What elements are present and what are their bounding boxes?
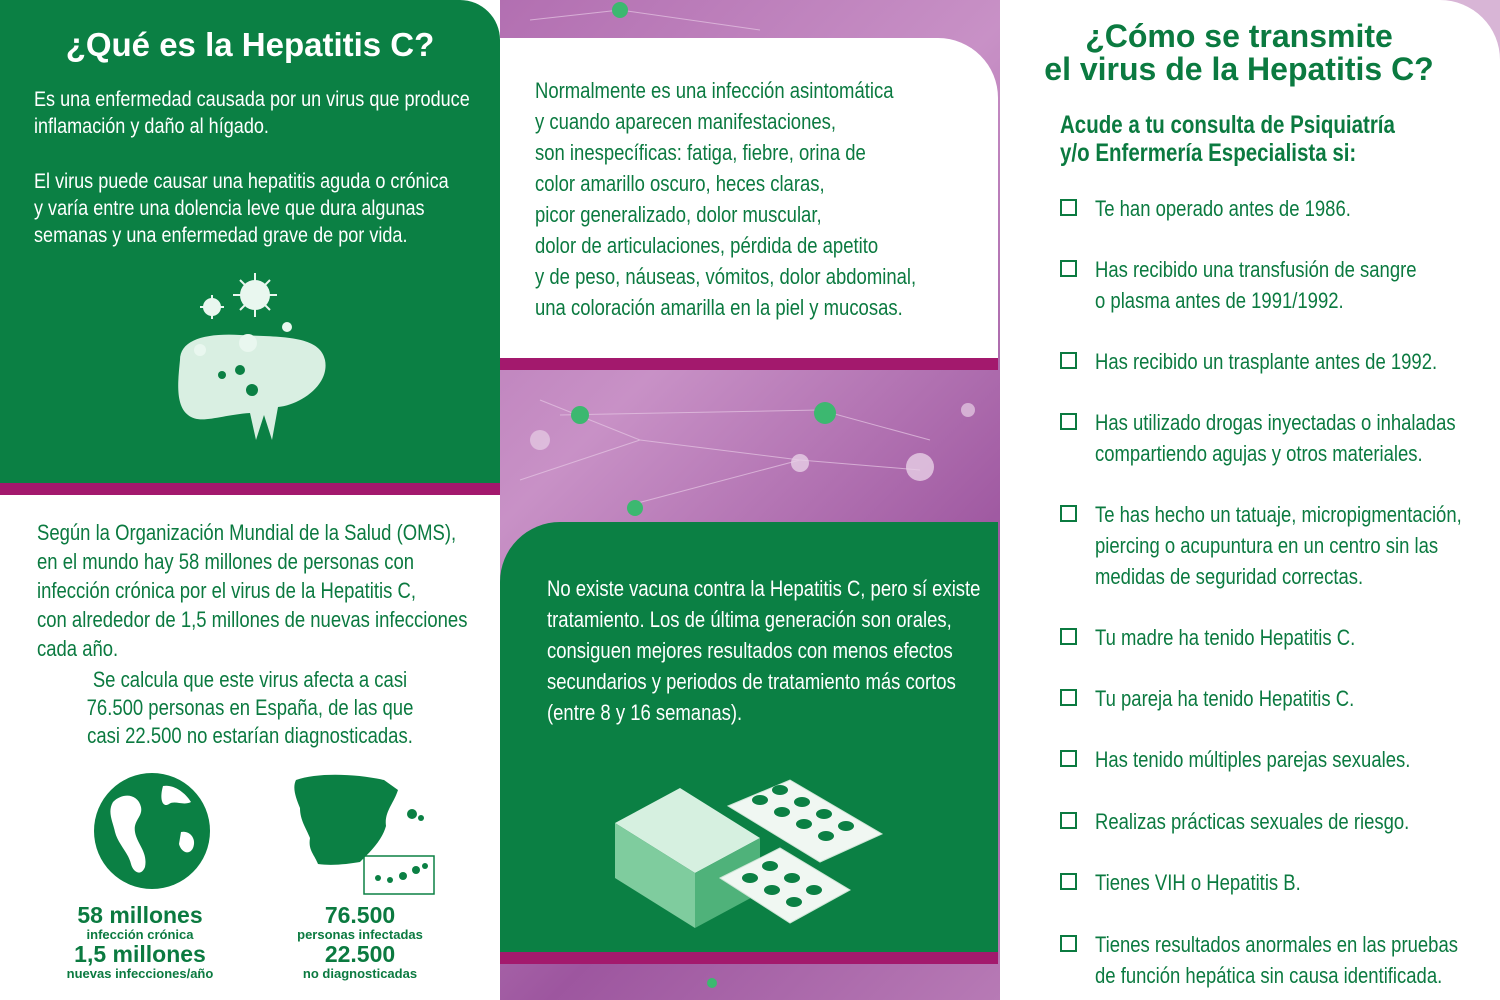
checklist-item-label: Has recibido un trasplante antes de 1992. bbox=[1095, 349, 1438, 374]
intro-text: Es una enfermedad causada por un virus que produce inflamación y daño al hígado. bbox=[34, 88, 470, 138]
spain-undiagnosed-caption: no diagnosticadas bbox=[302, 966, 418, 981]
checklist-item-label: Te has hecho un tatuaje, micropigmentación, piercing o acupuntura en un centro sin las medidas de seguridad correctas. bbox=[1095, 502, 1462, 589]
checklist-item[interactable] bbox=[1060, 868, 1480, 938]
checkbox[interactable] bbox=[1060, 750, 1077, 767]
checklist-item[interactable] bbox=[1060, 255, 1480, 325]
consult-subtitle: Acude a tu consulta de Psiquiatría y/o Enfermería Especialista si: bbox=[1060, 111, 1395, 167]
spain-map-icon bbox=[288, 768, 438, 898]
spain-undiagnosed-number: 22.500 bbox=[324, 941, 396, 967]
checkbox[interactable] bbox=[1060, 199, 1077, 216]
spain-estimate-text: Se calcula que este virus afecta a casi 76.500 personas en España, de las que casi 22.500 no estarían diagnosticadas. bbox=[86, 667, 414, 748]
pills-box-icon bbox=[610, 778, 890, 938]
transmission-title: ¿Cómo se transmite el virus de la Hepatitis C? bbox=[1044, 18, 1434, 87]
spain-infected-caption: personas infectadas bbox=[297, 927, 423, 942]
checkbox[interactable] bbox=[1060, 352, 1077, 369]
checklist-item-label: Te han operado antes de 1986. bbox=[1095, 196, 1351, 221]
forms-text: El virus puede causar una hepatitis aguda o crónica y varía entre una dolencia leve que dura algunas semanas y una enfermedad grave de por vida. bbox=[34, 170, 449, 247]
world-chronic-number: 58 millones bbox=[77, 902, 203, 928]
checkbox[interactable] bbox=[1060, 935, 1077, 952]
checkbox[interactable] bbox=[1060, 505, 1077, 522]
divider-strip bbox=[0, 483, 500, 495]
checkbox[interactable] bbox=[1060, 812, 1077, 829]
divider-strip bbox=[500, 358, 998, 370]
who-stats-text: Según la Organización Mundial de la Salud (OMS), en el mundo hay 58 millones de personas con infección crónica por el virus de la Hepatitis C, con alrededor de 1,5 millones de nuevas infecciones cada año. bbox=[37, 520, 468, 661]
divider-strip bbox=[500, 952, 998, 964]
checklist-item[interactable] bbox=[1060, 408, 1480, 478]
checklist-item-label: Has utilizado drogas inyectadas o inhaladas compartiendo agujas y otros materiales. bbox=[1095, 410, 1456, 466]
checkbox[interactable] bbox=[1060, 873, 1077, 890]
checkbox[interactable] bbox=[1060, 260, 1077, 277]
globe-icon bbox=[93, 772, 211, 890]
checklist-item-label: Tienes VIH o Hepatitis B. bbox=[1095, 870, 1301, 895]
checkbox[interactable] bbox=[1060, 628, 1077, 645]
checklist-item-label: Tu madre ha tenido Hepatitis C. bbox=[1095, 625, 1356, 650]
spain-infected-number: 76.500 bbox=[324, 902, 396, 928]
checklist-item-label: Tienes resultados anormales en las pruebas de función hepática sin causa identificada. bbox=[1095, 932, 1458, 988]
symptoms-text: Normalmente es una infección asintomática y cuando aparecen manifestaciones, son inespecíficas: fatiga, fiebre, orina de color amarillo oscuro, heces claras, picor generalizado, dolor muscular, dolor de articulaciones, pérdida de apetito y de peso, náuseas, vómitos, dolor abdominal, una coloración amarilla en la piel y mucosas. bbox=[535, 78, 917, 320]
world-new-caption: nuevas infecciones/año bbox=[66, 966, 214, 981]
checkbox[interactable] bbox=[1060, 413, 1077, 430]
checklist-item-label: Realizas prácticas sexuales de riesgo. bbox=[1095, 809, 1410, 834]
liver-virus-icon bbox=[160, 265, 340, 445]
checklist-item-label: Has tenido múltiples parejas sexuales. bbox=[1095, 747, 1411, 772]
page-title: ¿Qué es la Hepatitis C? bbox=[65, 26, 435, 63]
treatment-text: No existe vacuna contra la Hepatitis C, pero sí existe tratamiento. Los de última generación son orales, consiguen mejores resultados con menos efectos secundarios y periodos de tratamiento más cortos (entre 8 y 16 semanas). bbox=[547, 576, 981, 725]
checklist-item[interactable] bbox=[1060, 930, 1480, 1000]
world-new-number: 1,5 millones bbox=[74, 941, 206, 967]
checklist-item[interactable] bbox=[1060, 745, 1480, 815]
checklist-item-label: Tu pareja ha tenido Hepatitis C. bbox=[1095, 686, 1355, 711]
checklist-item-label: Has recibido una transfusión de sangre o plasma antes de 1991/1992. bbox=[1095, 257, 1417, 313]
checkbox[interactable] bbox=[1060, 689, 1077, 706]
checklist-item[interactable] bbox=[1060, 500, 1480, 589]
world-chronic-caption: infección crónica bbox=[86, 927, 194, 942]
